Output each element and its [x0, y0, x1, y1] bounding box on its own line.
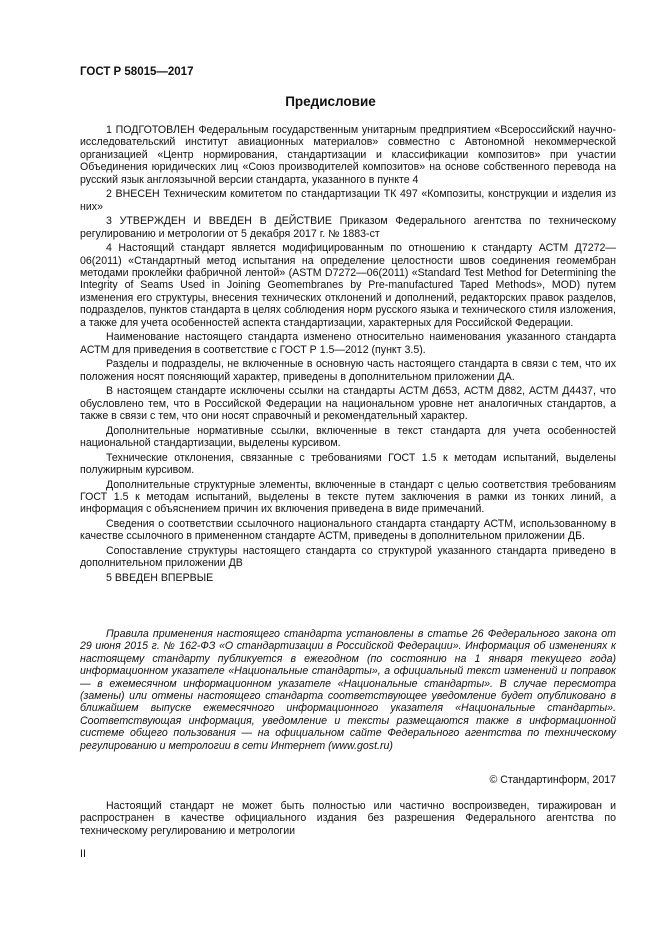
rules-notice-text: Правила применения настоящего стандарта установлены в статье 26 Федерального закона от 29 июня 2015 г. № 162-ФЗ «О стандартизации в Российской Федерации». Информация об изменениях к настоящему стандарту публикуется в ежегодном (по состоянию на 1 января текущего года) информационном указателе «Национальные стандарты», а официальный текст изменений и поправок — в ежемесячном информационном указателе «Национальные стандарты». В случае пересмотра (замены) или отмены настоящего стандарта соответствующее уведомление будет опубликовано в ближайшем выпуске ежемесячного информационного указателя «Национальные стандарты». Соответствующая информация, уведомление и тексты размещаются также в информационной системе общего пользования — на официальном сайте Федерального агентства по техническому регулированию и метрологии в сети Интернет (www.gost.ru) — [80, 628, 616, 752]
paragraph: Разделы и подразделы, не включенные в основную часть настоящего стандарта в связи с тем, что их положения носят поясняющий характер, приведены в дополнительном приложении ДА. — [80, 358, 616, 383]
paragraph: В настоящем стандарте исключены ссылки на стандарты АСТМ Д653, АСТМ Д882, АСТМ Д4437, что обусловлено тем, что в Российской Федерации на национальном уровне нет аналогичных стандартов, а также в связи с тем, что они носят справочный и рекомендательный характер. — [80, 385, 616, 423]
reproduction-notice-text: Настоящий стандарт не может быть полностью или частично воспроизведен, тиражирован и распространен в качестве официального издания без разрешения Федерального агентства по техническому регулированию и метрологии — [80, 800, 616, 837]
page-title: Предисловие — [285, 94, 376, 109]
paragraph: 5 ВВЕДЕН ВПЕРВЫЕ — [106, 572, 214, 585]
paragraph: 4 Настоящий стандарт является модифицированным по отношению к стандарту АСТМ Д7272—06(2011) «Стандартный метод испытания на определение целостности швов соединения геомембран методами проклейки фабричной лентой» (ASTM D7272—06(2011) «Standard Test Method for Determining the Integrity of Seams Used in Joining Geomembranes by Pre-manufactured Taped Methods», MOD) путем изменения его структуры, внесения технических отклонений и дополнений, редакторских правок разделов, подразделов, пунктов стандарта в целях соблюдения норм русского языка и технического стиля изложения, а также для учета особенностей аспекта стандартизации, характерных для Российской Федерации. — [80, 242, 616, 329]
paragraph: Дополнительные структурные элементы, включенные в стандарт с целью соответствия требованиям ГОСТ 1.5 к методам испытаний, выделены в тексте путем заключения в рамки из тонких линий, а информация с объяснением причин их включения приведена в виде примечаний. — [80, 478, 616, 516]
document-header-id: ГОСТ Р 58015—2017 — [80, 66, 194, 78]
reproduction-notice — [80, 800, 616, 837]
paragraph: Сопоставление структуры настоящего стандарта со структурой указанного стандарта приведено в дополнительном приложении ДВ — [80, 545, 616, 570]
rules-notice — [80, 628, 616, 752]
paragraph: 2 ВНЕСЕН Техническим комитетом по стандартизации ТК 497 «Композиты, конструкции и изделия из них» — [80, 188, 616, 213]
page-number: II — [80, 848, 86, 860]
paragraph: Технические отклонения, связанные с требованиями ГОСТ 1.5 к методам испытаний, выделены полужирным курсивом. — [80, 451, 616, 477]
paragraph: Наименование настоящего стандарта изменено относительно наименования указанного стандарта АСТМ для приведения в соответствие с ГОСТ Р 1.5—2012 (пункт 3.5). — [80, 331, 616, 356]
copyright-line: © Стандартинформ, 2017 — [489, 774, 616, 786]
foreword-body — [80, 124, 616, 587]
paragraph: 3 УТВЕРЖДЕН И ВВЕДЕН В ДЕЙСТВИЕ Приказом Федерального агентства по техническому регулированию и метрологии от 5 декабря 2017 г. № 1883-ст — [80, 215, 616, 240]
paragraph: 1 ПОДГОТОВЛЕН Федеральным государственным унитарным предприятием «Всероссийский научно-исследовательский институт авиационных материалов» совместно с Автономной некоммерческой организацией «Центр нормирования, стандартизации и классификации композитов» при участии Объединения юридических лиц «Союз производителей композитов» на основе собственного перевода на русский язык англоязычной версии стандарта, указанного в пункте 4 — [80, 124, 616, 186]
paragraph: Дополнительные нормативные ссылки, включенные в текст стандарта для учета особенностей национальной стандартизации, выделены курсивом. — [80, 424, 616, 450]
paragraph: Сведения о соответствии ссылочного национального стандарта стандарту АСТМ, использованному в качестве ссылочного в примененном стандарте АСТМ, приведены в дополнительном приложении ДБ. — [80, 518, 616, 543]
